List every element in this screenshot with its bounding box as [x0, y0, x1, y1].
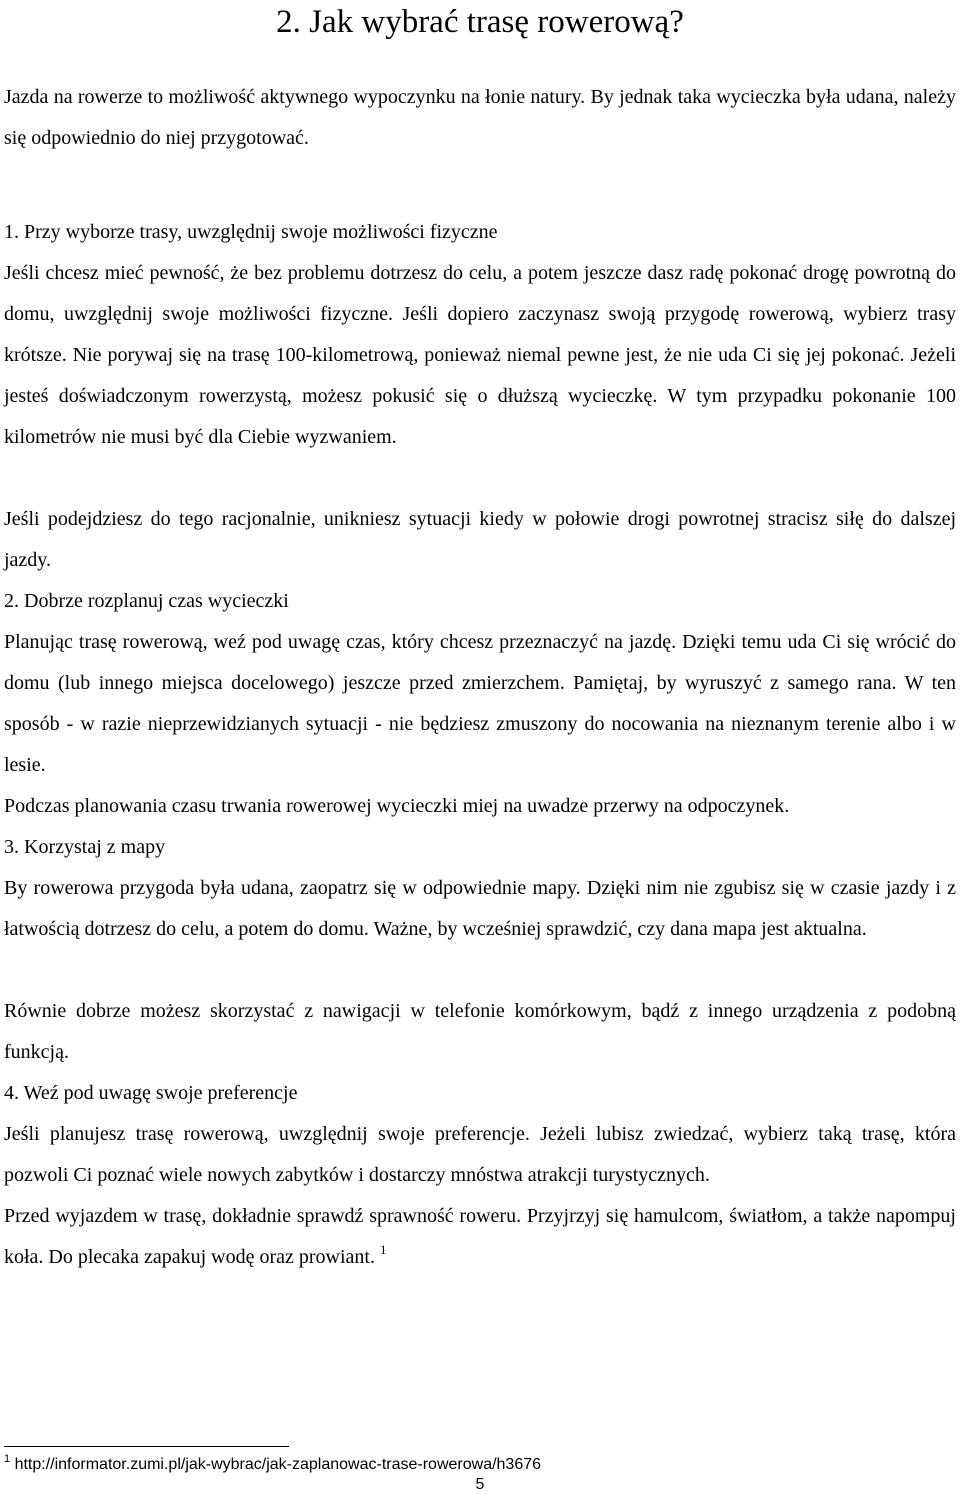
footnote-divider	[4, 1446, 289, 1447]
section-2-paragraph-1: Planując trasę rowerową, weź pod uwagę czas, który chcesz przeznaczyć na jazdę. Dzięki temu uda Ci się wrócić do domu (lub innego miejsca docelowego) jeszcze przed zmierzchem. Pamiętaj, by wyruszyć z samego rana. W ten sposób - w razie nieprzewidzianych sytuacji - nie będziesz zmuszony do nocowania na nieznanym terenie albo i w lesie.	[4, 631, 956, 776]
intro-paragraph: Jazda na rowerze to możliwość aktywnego wypoczynku na łonie natury. By jednak taka wycieczka była udana, należy się odpowiednio do niej przygotować.	[4, 86, 956, 149]
page-number: 5	[475, 1476, 485, 1493]
page-title: 2. Jak wybrać trasę rowerową?	[276, 4, 684, 40]
section-2-paragraph-2: Podczas planowania czasu trwania rowerowej wycieczki miej na uwadze przerwy na odpoczynek.	[4, 795, 790, 817]
footnote-reference[interactable]: 1	[379, 1242, 387, 1257]
section-4-paragraph-1: Jeśli planujesz trasę rowerową, uwzględnij swoje preferencje. Jeżeli lubisz zwiedzać, wybierz taką trasę, która pozwoli Ci poznać wiele nowych zabytków i dostarczy mnóstwa atrakcji turystycznych.	[4, 1123, 956, 1186]
section-2-heading: 2. Dobrze rozplanuj czas wycieczki	[4, 590, 289, 612]
section-4-paragraph-2	[4, 1196, 956, 1278]
footnote-number: 1	[4, 1453, 11, 1465]
section-1-heading: 1. Przy wyborze trasy, uwzględnij swoje możliwości fizyczne	[4, 221, 498, 243]
section-4-heading: 4. Weź pod uwagę swoje preferencje	[4, 1082, 298, 1104]
section-3-heading: 3. Korzystaj z mapy	[4, 836, 166, 858]
section-4-paragraph-2-text: Przed wyjazdem w trasę, dokładnie sprawdź sprawność roweru. Przyjrzyj się hamulcom, światłom, a także napompuj koła. Do plecaka zapakuj wodę oraz prowiant.	[4, 1205, 956, 1268]
section-1-paragraph-2: Jeśli podejdziesz do tego racjonalnie, unikniesz sytuacji kiedy w połowie drogi powrotnej stracisz siłę do dalszej jazdy.	[4, 508, 956, 571]
footnote-link[interactable]: http://informator.zumi.pl/jak-wybrac/jak-zaplanowac-trase-rowerowa/h3676	[14, 1456, 542, 1473]
section-3-paragraph-1: By rowerowa przygoda była udana, zaopatrz się w odpowiednie mapy. Dzięki nim nie zgubisz się w czasie jazdy i z łatwością dotrzesz do celu, a potem do domu. Ważne, by wcześniej sprawdzić, czy dana mapa jest aktualna.	[4, 877, 956, 940]
section-3-paragraph-2: Równie dobrze możesz skorzystać z nawigacji w telefonie komórkowym, bądź z innego urządzenia z podobną funkcją.	[4, 1000, 956, 1063]
footnote	[4, 1455, 541, 1475]
section-1-paragraph-1: Jeśli chcesz mieć pewność, że bez problemu dotrzesz do celu, a potem jeszcze dasz radę pokonać drogę powrotną do domu, uwzględnij swoje możliwości fizyczne. Jeśli dopiero zaczynasz swoją przygodę rowerową, wybierz trasy krótsze. Nie porywaj się na trasę 100-kilometrową, ponieważ niemal pewne jest, że nie uda Ci się jej pokonać. Jeżeli jesteś doświadczonym rowerzystą, możesz pokusić się o dłuższą wycieczkę. W tym przypadku pokonanie 100 kilometrów nie musi być dla Ciebie wyzwaniem.	[4, 262, 956, 448]
